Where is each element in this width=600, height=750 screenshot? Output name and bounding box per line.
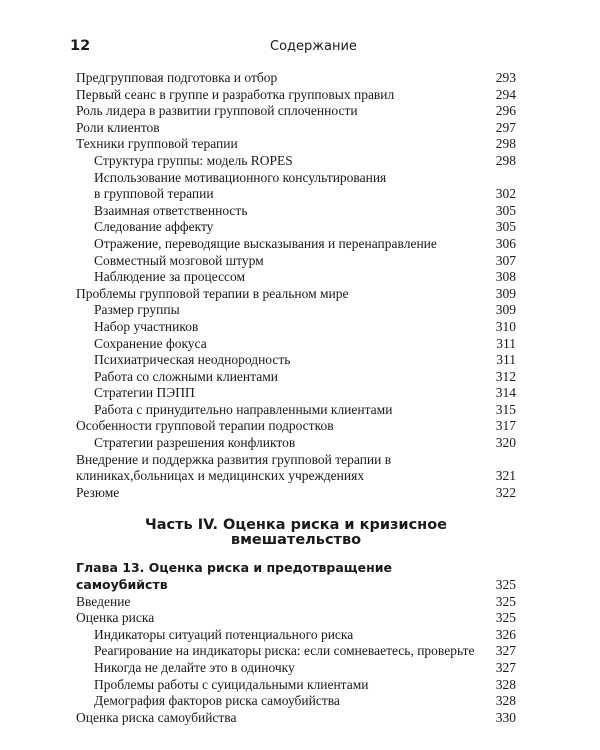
toc-entry-title xyxy=(76,120,480,137)
toc-entry-title-line: Резюме xyxy=(76,484,120,500)
toc-entry-title xyxy=(76,236,480,253)
toc-entry-title xyxy=(76,302,480,319)
toc-entry xyxy=(76,385,516,402)
toc-entry xyxy=(76,70,516,87)
toc-entry-page: 308 xyxy=(495,269,516,285)
toc-entry-title-line: Сохранение фокуса xyxy=(94,335,207,351)
toc-entry-title-line: Следование аффекту xyxy=(94,219,214,235)
toc-entry xyxy=(76,170,516,203)
toc-entry-title xyxy=(76,385,480,402)
toc-entry-title-line: Роли клиентов xyxy=(76,119,160,135)
toc-entry-title-line: Введение xyxy=(76,593,131,609)
toc-entry-title-line: Стратегии ПЭПП xyxy=(94,385,195,401)
toc-entry-title xyxy=(76,103,480,120)
toc-entry-page: 302 xyxy=(495,186,516,202)
toc-entry-title xyxy=(76,627,480,644)
toc-entry-title xyxy=(76,402,480,419)
toc-list-section-b xyxy=(76,594,516,727)
toc-entry-title xyxy=(76,594,480,611)
toc-entry-title-line: Проблемы работы с суицидальными клиентами xyxy=(94,676,369,692)
toc-entry xyxy=(76,253,516,270)
toc-entry-title-line: Внедрение и поддержка развития групповой терапии в клиниках, xyxy=(76,451,392,484)
toc-entry-page: 306 xyxy=(495,235,516,251)
toc-entry xyxy=(76,269,516,286)
part-heading xyxy=(116,518,476,548)
chapter-page: 325 xyxy=(495,577,516,593)
toc-entry xyxy=(76,693,516,710)
toc-entry-page: 297 xyxy=(495,119,516,135)
toc-entry-title-line: Реагирование на индикаторы риска: если сомневаетесь, проверьте xyxy=(94,643,475,659)
toc-entry xyxy=(76,418,516,435)
toc-entry xyxy=(76,136,516,153)
toc-entry-title xyxy=(76,660,480,677)
toc-entry-page: 327 xyxy=(495,660,516,675)
toc-entry-title-line: Роль лидера в развитии групповой сплоченности xyxy=(76,103,358,119)
toc-entry-title-line: Набор участников xyxy=(94,318,199,334)
toc-entry-title-line: Оценка риска xyxy=(76,610,155,626)
toc-entry-title-line: Особенности групповой терапии подростков xyxy=(76,418,334,434)
toc-entry xyxy=(76,219,516,236)
toc-entry-page: 328 xyxy=(495,693,516,709)
toc-entry-page: 326 xyxy=(495,626,516,642)
toc-entry-title-line: Оценка риска самоубийства xyxy=(76,709,237,725)
toc-entry-page: 309 xyxy=(495,285,516,301)
toc-entry-title xyxy=(76,710,480,727)
part-heading-line2: вмешательство xyxy=(230,532,362,549)
toc-entry xyxy=(76,336,516,353)
toc-entry-page: 328 xyxy=(495,676,516,692)
toc-entry-page: 298 xyxy=(495,136,516,152)
toc-entry-title xyxy=(76,286,480,303)
toc-entry-title-line: Структура группы: модель ROPES xyxy=(94,152,293,168)
toc-entry-page: 314 xyxy=(495,385,516,401)
toc-entry-page: 293 xyxy=(495,70,516,85)
toc-entry-page: 312 xyxy=(495,368,516,384)
toc-entry xyxy=(76,402,516,419)
toc-entry-title xyxy=(76,136,480,153)
toc-entry-title-line: Использование мотивационного консультирования xyxy=(94,169,387,185)
toc-entry-title xyxy=(76,677,480,694)
toc-entry-title xyxy=(76,170,480,203)
toc-entry-title xyxy=(76,269,480,286)
toc-entry-page: 294 xyxy=(495,86,516,102)
toc-entry xyxy=(76,120,516,137)
toc-entry xyxy=(76,103,516,120)
toc-entry-page: 321 xyxy=(495,468,516,484)
toc-entry-title xyxy=(76,153,480,170)
table-of-contents xyxy=(76,70,516,726)
toc-entry xyxy=(76,594,516,611)
toc-entry-title-line: Наблюдение за процессом xyxy=(94,269,246,285)
toc-entry xyxy=(76,610,516,627)
part-heading-line1: Часть IV. Оценка риска и кризисное xyxy=(144,517,447,534)
toc-entry xyxy=(76,153,516,170)
toc-entry-title-line: Индикаторы ситуаций потенциального риска xyxy=(94,626,354,642)
toc-entry-title xyxy=(76,435,480,452)
toc-entry-page: 296 xyxy=(495,103,516,119)
toc-entry-title xyxy=(76,319,480,336)
toc-entry-page: 307 xyxy=(495,252,516,268)
toc-entry-page: 305 xyxy=(495,219,516,235)
toc-entry-page: 322 xyxy=(495,484,516,500)
toc-entry-page: 330 xyxy=(495,709,516,725)
toc-entry-title-line: Стратегии разрешения конфликтов xyxy=(94,435,296,451)
toc-entry xyxy=(76,319,516,336)
toc-entry xyxy=(76,369,516,386)
toc-entry-title xyxy=(76,219,480,236)
page-number: 12 xyxy=(70,38,91,54)
toc-entry xyxy=(76,286,516,303)
toc-entry-page: 315 xyxy=(495,401,516,417)
toc-entry-title xyxy=(76,485,480,502)
toc-entry xyxy=(76,435,516,452)
toc-entry-title-line: Взаимная ответственность xyxy=(94,202,248,218)
toc-entry-title xyxy=(76,643,480,660)
toc-entry-page: 317 xyxy=(495,418,516,434)
toc-entry-title-line: Психиатрическая неоднородность xyxy=(94,352,291,368)
toc-entry-title xyxy=(76,336,480,353)
toc-entry-title-continuation: больницах и медицинских учреждениях xyxy=(133,468,365,484)
toc-entry-page: 310 xyxy=(495,318,516,334)
toc-entry-title-line: Никогда не делайте это в одиночку xyxy=(94,660,295,675)
toc-entry-title xyxy=(76,253,480,270)
toc-entry-title-line: Первый сеанс в группе и разработка групповых правил xyxy=(76,86,395,102)
chapter-heading xyxy=(76,560,516,593)
toc-entry-title xyxy=(76,87,480,104)
toc-entry xyxy=(76,236,516,253)
toc-entry-title xyxy=(76,693,480,710)
toc-entry-title xyxy=(76,418,480,435)
toc-entry-page: 311 xyxy=(496,352,516,368)
toc-entry xyxy=(76,452,516,485)
toc-entry xyxy=(76,627,516,644)
page-header xyxy=(70,38,515,58)
toc-entry-title-line: Работа с принудительно направленными клиентами xyxy=(94,401,393,417)
toc-entry-title-line: Отражение, переводящие высказывания и перенаправление xyxy=(94,235,437,251)
toc-entry xyxy=(76,302,516,319)
toc-list-section-a xyxy=(76,70,516,501)
toc-entry-title-line: Предгрупповая подготовка и отбор xyxy=(76,70,278,85)
toc-entry-title-line: Проблемы групповой терапии в реальном мире xyxy=(76,285,349,301)
toc-entry-title-line: Демография факторов риска самоубийства xyxy=(94,693,340,709)
toc-entry xyxy=(76,485,516,502)
toc-entry-title xyxy=(76,352,480,369)
toc-entry-page: 298 xyxy=(495,152,516,168)
toc-entry xyxy=(76,643,516,660)
toc-entry-title-line: Работа со сложными клиентами xyxy=(94,368,278,384)
running-title: Содержание xyxy=(270,39,357,54)
toc-entry xyxy=(76,710,516,727)
toc-entry-page: 320 xyxy=(495,435,516,451)
toc-entry-title-line: Техники групповой терапии xyxy=(76,136,238,152)
toc-entry-page: 305 xyxy=(495,202,516,218)
toc-entry-title xyxy=(76,203,480,220)
toc-entry-title xyxy=(76,452,480,485)
toc-entry xyxy=(76,352,516,369)
chapter-title: Глава 13. Оценка риска и предотвращение самоубийств xyxy=(76,560,392,593)
toc-entry-page: 311 xyxy=(496,335,516,351)
toc-entry xyxy=(76,87,516,104)
toc-entry xyxy=(76,677,516,694)
toc-entry-title xyxy=(76,369,480,386)
toc-entry-page: 325 xyxy=(495,610,516,626)
toc-entry-title xyxy=(76,610,480,627)
toc-entry-page: 325 xyxy=(495,593,516,609)
toc-entry-page: 327 xyxy=(495,643,516,659)
toc-entry-title-continuation: в групповой терапии xyxy=(94,186,214,202)
toc-entry-title-line: Размер группы xyxy=(94,302,180,318)
toc-entry xyxy=(76,203,516,220)
toc-entry-title xyxy=(76,70,480,87)
toc-entry-page: 309 xyxy=(495,302,516,318)
toc-entry xyxy=(76,660,516,677)
toc-entry-title-line: Совместный мозговой штурм xyxy=(94,252,264,268)
